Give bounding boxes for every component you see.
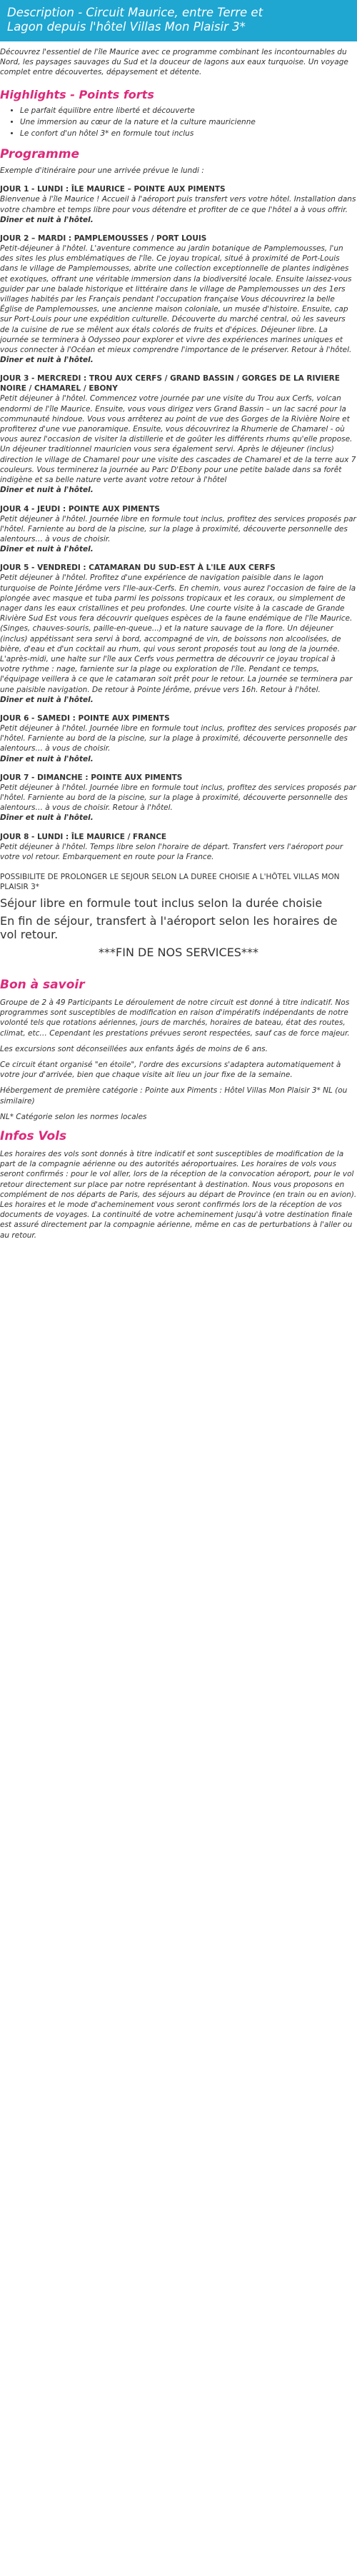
intro-text: Découvrez l'essentiel de l'île Maurice avec ce programme combinant les incontournables du Nord, les paysages sauvages du Sud et la douceur de lagons aux eaux turquoise. Un voyage complet entre découvertes, dépaysement et détente. — [0, 48, 348, 77]
extension-option — [0, 872, 357, 959]
day-closing: Dîner et nuit à l'hôtel. — [0, 356, 94, 365]
highlight-item: • Le confort d'un hôtel 3* en formule tout inclus — [20, 129, 357, 139]
bon-paragraph: Hébergement de première catégorie : Pointe aux Piments : Hôtel Villas Mon Plaisir 3* NL (ou similaire) — [0, 1086, 348, 1106]
page-title-banner — [0, 0, 357, 41]
day-body: Petit déjeuner à l'hôtel. Journée libre en formule tout inclus, profitez des services proposés par l'hôtel. Farniente au bord de la piscine, sur la plage à proximité, découverte personnelle des alentours… à vous de choisir. — [0, 514, 356, 543]
highlights-heading: Highlights - Points forts — [0, 87, 154, 101]
day-block — [0, 504, 357, 555]
day-title: JOUR 8 - LUNDI : ÎLE MAURICE / FRANCE — [0, 832, 167, 841]
day-closing: Dîner et nuit à l'hôtel. — [0, 695, 94, 704]
bon-paragraph: NL* Catégorie selon les normes locales — [0, 1112, 147, 1121]
vols-paragraph: Les horaires des vols sont donnés à titre indicatif et sont susceptibles de modification de la part de la compagnie aérienne ou des autorités aéroportuaires. Les horaires de vols vous seront confirmés : pour le vol aller, lors de la réception de la convocation aéroport, pour le vol retour directement sur place par notre représentant à destination. Nous vous proposons en complément de nos départs de Paris, des séjours au départ de Province (en train ou en avion). Les horaires et le mode d'acheminement vous seront confirmés lors de la réception de vos documents de voyages. La continuité de votre acheminement jusqu'à votre destination finale est assuré directement par la compagnie aérienne, même en cas de perturbations à l'aller ou au retour. — [0, 1150, 357, 1240]
day-title: JOUR 6 - SAMEDI : POINTE AUX PIMENTS — [0, 713, 170, 723]
day-body: Petit déjeuner à l'hôtel. Profitez d'une expérience de navigation paisible dans le lagon turquoise de Pointe Jérôme vers l'Ile-aux-Cerfs. En chemin, vous aurez l'occasion de faire de la plongée avec masque et tuba parmi les poissons tropicaux et les coraux, ou simplement de nager dans les eaux cristallines et peu profondes. Une courte visite à la cascade de Grande Rivière Sud Est vous fera découvrir quelques espèces de la faune endémique de l'île Maurice. (Singes, chauves-souris, paille-en-queue...) et la nature sauvage de la flore. Un déjeuner (inclus) appétissant sera servi à bord, accompagné de vin, de boissons non alcoolisées, de bière, d'eau et d'un cocktail au rhum, qui vous seront proposés tout au long de la journée. L'après-midi, une halte sur l'île aux Cerfs vous permettra de découvrir ce joyau tropical à votre rythme : nage, farniente sur la plage ou exploration de l'île. Pendant ce temps, l'équipage veillera à ce que le catamaran soit prêt pour le retour. La journée se terminera par une paisible navigation. De retour à Pointe Jérôme, prévue vers 16h. Retour à l'hôtel. — [0, 573, 356, 694]
bon-paragraph: Groupe de 2 à 49 Participants Le déroulement de notre circuit est donné à titre indicatif. Nos programmes sont susceptibles de modification en raison d'impératifs indépendants de notre volonté tels que rotations aériennes, jours de marchés, horaires de bateau, état des routes, climat, etc… Cependant les prestations prévues seront respectées, sauf cas de force majeur. — [0, 998, 350, 1038]
extension-line-2: En fin de séjour, transfert à l'aéroport selon les horaires de vol retour. — [0, 913, 338, 941]
day-title: JOUR 5 - VENDREDI : CATAMARAN DU SUD-EST À L'ILE AUX CERFS — [0, 563, 276, 573]
day-closing: Dîner et nuit à l'hôtel. — [0, 486, 94, 495]
bon-paragraph: Ce circuit étant organisé "en étoile", l'ordre des excursions s'adaptera automatiquement à votre jour d'arrivée, bien que chaque visite ait lieu un jour fixe de la semaine. — [0, 1061, 341, 1080]
day-title: JOUR 2 – MARDI : PAMPLEMOUSSES / PORT LOUIS — [0, 234, 207, 244]
day-body: Bienvenue à l'île Maurice ! Accueil à l'aéroport puis transfert vers votre hôtel. Installation dans votre chambre et temps libre pour vous détendre et profiter de ce que l'hôtel a à vous offrir. — [0, 195, 356, 214]
day-closing: Dîner et nuit à l'hôtel. — [0, 754, 94, 763]
day-block — [0, 773, 357, 823]
day-block — [0, 832, 357, 862]
page-title-line-1: Description - Circuit Maurice, entre Terre et — [7, 6, 263, 19]
day-title: JOUR 7 - DIMANCHE : POINTE AUX PIMENTS — [0, 773, 183, 782]
bon-a-savoir-heading: Bon à savoir — [0, 977, 85, 992]
programme-subtitle: Exemple d'itinéraire pour une arrivée prévue le lundi : — [0, 166, 204, 176]
day-closing: Dîner et nuit à l'hôtel. — [0, 215, 94, 224]
highlight-item: • Le parfait équilibre entre liberté et découverte — [20, 106, 357, 116]
day-title: JOUR 1 - LUNDI : ÎLE MAURICE – POINTE AUX PIMENTS — [0, 185, 226, 194]
day-title: JOUR 3 - MERCREDI : TROU AUX CERFS / GRAND BASSIN / GORGES DE LA RIVIERE NOIRE / CHAMAREL / EBONY — [0, 374, 340, 394]
day-title: JOUR 4 - JEUDI : POINTE AUX PIMENTS — [0, 504, 160, 513]
day-block — [0, 184, 357, 225]
extension-line-1: Séjour libre en formule tout inclus selon la durée choisie — [0, 896, 323, 910]
end-of-services: ***FIN DE NOS SERVICES*** — [99, 945, 258, 959]
day-body: Petit-déjeuner à l'hôtel. L'aventure commence au jardin botanique de Pamplemousses, l'un des sites les plus emblématiques de l'île. Ce joyau tropical, situé à proximité de Port-Louis dans le village de Pamplemousses, abrite une collection exceptionnelle de plantes indigènes et exotiques, offrant une véritable immersion dans la biodiversité locale. Ensuite laissez-vous guider par une balade historique et littéraire dans le village de Pamplemousses un des 1ers villages habités par les Français pendant l'occupation française Vous découvrirez la belle Église de Pamplemousses, une ancienne maison coloniale, un musée d'histoire. Ensuite, cap sur Port-Louis pour une expédition culturelle. Découverte du marché central, où les saveurs de la cuisine de rue se mêlent aux étals colorés de fruits et d'épices. Déjeuner libre. La journée se terminera à Odysseo pour explorer et vivre des expériences marines uniques et vous connecter à l'Océan et mieux comprendre l'importance de le préserver. Retour à l'hôtel. — [0, 244, 352, 355]
day-body: Petit déjeuner à l'hôtel. Journée libre en formule tout inclus, profitez des services proposés par l'hôtel. Farniente au bord de la piscine, sur la plage à proximité, découverte personnelle des alentours… à vous de choisir. — [0, 723, 356, 753]
extension-title: POSSIBILITE DE PROLONGER LE SEJOUR SELON LA DUREE CHOISIE A L'HÔTEL VILLAS MON PLAISIR 3* — [0, 872, 340, 891]
bon-paragraph: Les excursions sont déconseillées aux enfants âgés de moins de 6 ans. — [0, 1044, 268, 1053]
day-block — [0, 563, 357, 705]
programme-heading: Programme — [0, 147, 79, 162]
day-body: Petit déjeuner à l'hôtel. Journée libre en formule tout inclus, profitez des services proposés par l'hôtel. Farniente au bord de la piscine, sur la plage à proximité, découverte personnelle des alentours… à vous de choisir. Retour à l'hôtel. — [0, 783, 356, 813]
day-closing: Dîner et nuit à l'hôtel. — [0, 813, 94, 823]
day-block — [0, 713, 357, 764]
page-title-line-2: Lagon depuis l'hôtel Villas Mon Plaisir 3* — [7, 20, 246, 34]
day-closing: Dîner et nuit à l'hôtel. — [0, 545, 94, 554]
highlights-list — [0, 106, 357, 139]
day-block — [0, 374, 357, 495]
highlight-item: • Une immersion au cœur de la nature et la culture mauricienne — [20, 117, 357, 127]
day-block — [0, 234, 357, 365]
day-body: Petit déjeuner à l'hôtel. Temps libre selon l'horaire de départ. Transfert vers l'aéroport pour votre vol retour. Embarquement en route pour la France. — [0, 842, 343, 861]
page — [0, 0, 357, 1248]
day-body: Petit déjeuner à l'hôtel. Commencez votre journée par une visite du Trou aux Cerfs, volcan endormi de l'île Maurice. Ensuite, vous vous dirigez vers Grand Bassin – un lac sacré pour la communauté hindoue. Vous vous arrêterez au point de vue des Gorges de la Rivière Noire et profiterez d'une vue panoramique. Ensuite, vous découvrirez la Rhumerie de Chamarel - où vous aurez l'occasion de visiter la distillerie et de goûter les différents rhums qu'elle propose. Un déjeuner traditionnel mauricien vous sera également servi. Après le déjeuner (inclus) direction le village de Chamarel pour une visite des cascades de Chamarel et de la terre aux 7 couleurs. Vous terminerez la journée au Parc D'Ebony pour une petite balade dans sa forêt indigène et sa belle nature verte avant votre retour à l'hôtel — [0, 394, 356, 485]
infos-vols-heading: Infos Vols — [0, 1129, 67, 1144]
